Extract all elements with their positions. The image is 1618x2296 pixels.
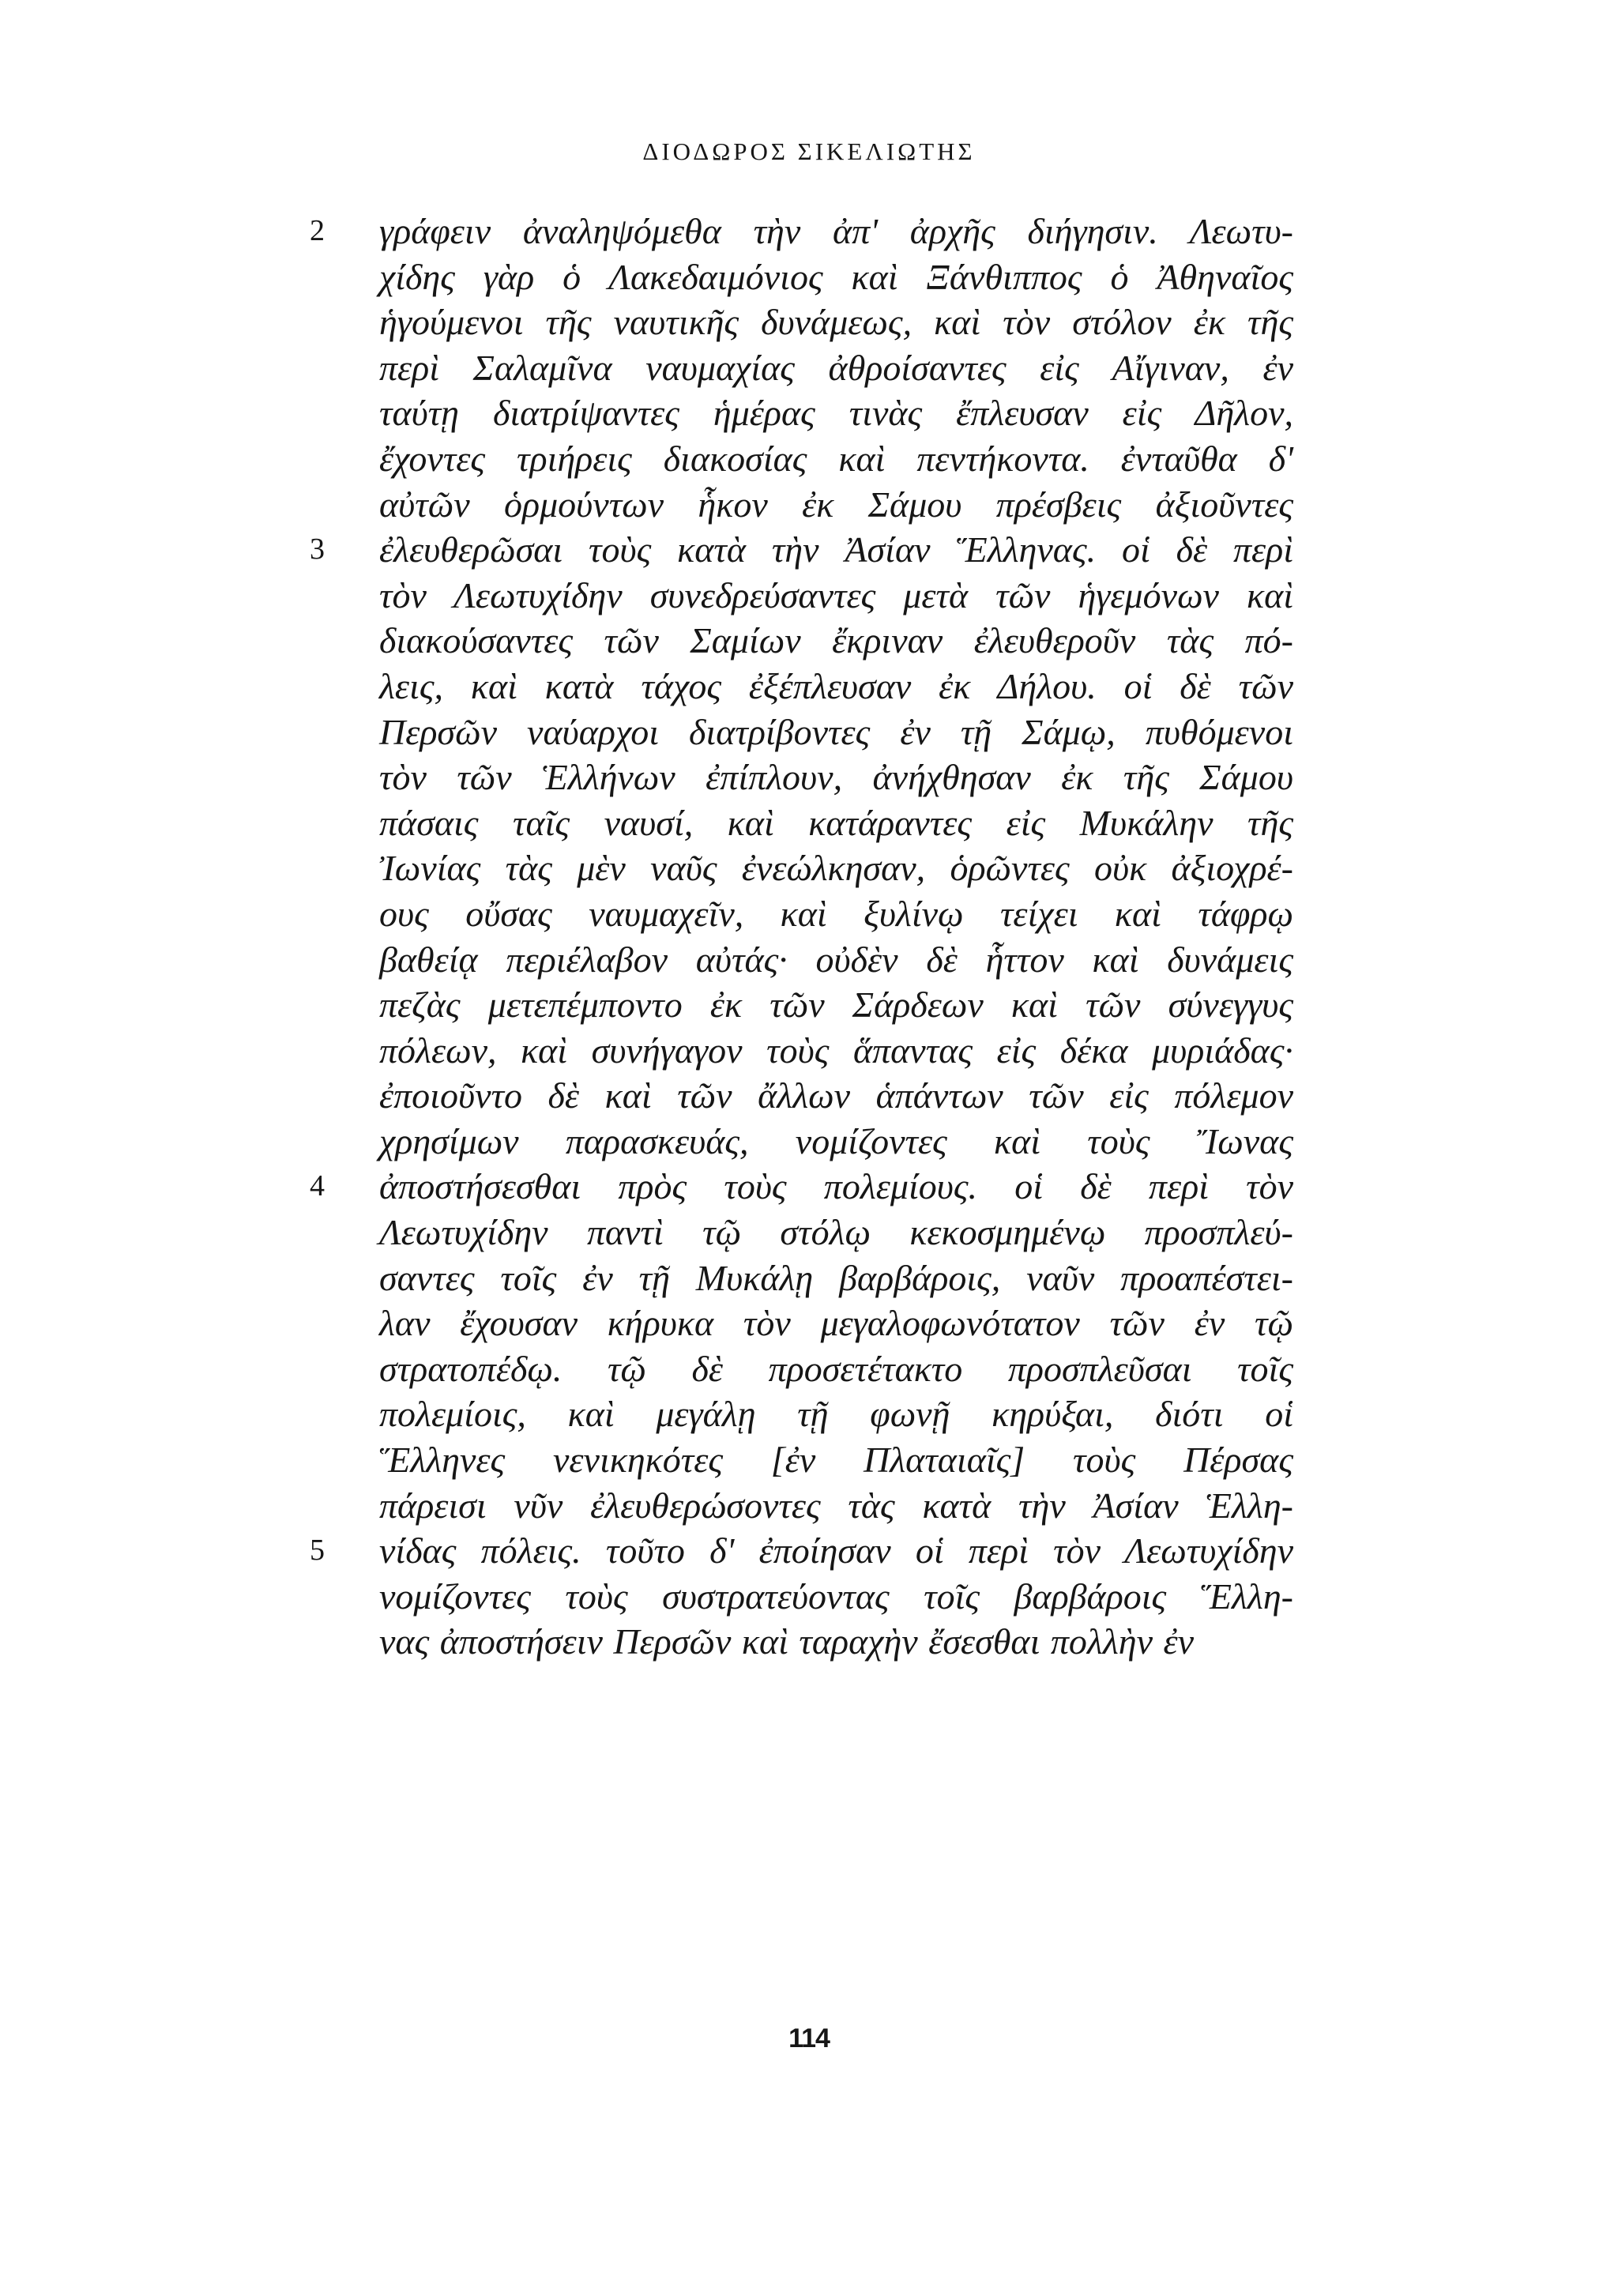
text-line <box>379 710 1293 755</box>
text-line <box>379 1210 1293 1255</box>
text-line <box>379 345 1293 391</box>
text-line <box>379 664 1293 710</box>
line-text: νας ἀποστήσειν Περσῶν καὶ ταραχὴν ἔσεσθαι πολλὴν ἐν <box>379 1621 1195 1662</box>
text-line <box>379 1619 1293 1665</box>
line-text: πάσαις ταῖς ναυσί, καὶ κατάραντες εἰς Μυκάλην τῆς <box>379 802 1293 843</box>
running-title: ΔΙΟΔΩΡΟΣ ΣΙΚΕΛΙΩΤΗΣ <box>642 137 976 165</box>
text-line <box>379 982 1293 1028</box>
text-line <box>310 209 1293 254</box>
section-number: 5 <box>310 1534 325 1568</box>
line-text: Ἰωνίας τὰς μὲν ναῦς ἐνεώλκησαν, ὁρῶντες οὐκ ἀξιοχρέ- <box>379 848 1293 889</box>
line-text: Ἕλληνες νενικηκότες [ἐν Πλαταιαῖς] τοὺς Πέρσας <box>379 1440 1293 1481</box>
line-text: ἔχοντες τριήρεις διακοσίας καὶ πεντήκοντα. ἐνταῦθα δ' <box>379 438 1293 479</box>
line-text: χίδης γὰρ ὁ Λακεδαιμόνιος καὶ Ξάνθιππος ὁ Ἀθηναῖος <box>379 256 1293 297</box>
text-line <box>310 1164 1293 1210</box>
text-line <box>379 1574 1293 1620</box>
line-text: νομίζοντες τοὺς συστρατεύοντας τοῖς βαρβάροις Ἕλλη- <box>379 1575 1293 1617</box>
text-line <box>379 1028 1293 1074</box>
line-text: τὸν τῶν Ἑλλήνων ἐπίπλουν, ἀνήχθησαν ἐκ τῆς Σάμου <box>379 757 1293 798</box>
line-text: περὶ Σαλαμῖνα ναυμαχίας ἀθροίσαντες εἰς Αἴγιναν, ἐν <box>379 347 1293 388</box>
section-number: 2 <box>310 214 325 247</box>
line-text: ους οὔσας ναυμαχεῖν, καὶ ξυλίνῳ τείχει καὶ τάφρῳ <box>379 893 1293 934</box>
line-text: στρατοπέδῳ. τῷ δὲ προσετέτακτο προσπλεῦσαι τοῖς <box>379 1348 1293 1389</box>
text-line <box>379 390 1293 436</box>
text-line <box>310 1528 1293 1574</box>
line-text: πόλεων, καὶ συνήγαγον τοὺς ἅπαντας εἰς δέκα μυριάδας· <box>379 1029 1293 1071</box>
text-line <box>379 1073 1293 1119</box>
page-number: 114 <box>788 2023 830 2053</box>
section-number: 4 <box>310 1169 325 1203</box>
line-text: αὐτῶν ὁρμούντων ἧκον ἐκ Σάμου πρέσβεις ἀξιοῦντες <box>379 484 1293 525</box>
line-text: χρησίμων παρασκευάς, νομίζοντες καὶ τοὺς Ἴωνας <box>379 1120 1293 1161</box>
line-text: ἡγούμενοι τῆς ναυτικῆς δυνάμεως, καὶ τὸν στόλον ἐκ τῆς <box>379 302 1293 343</box>
line-text: διακούσαντες τῶν Σαμίων ἔκριναν ἐλευθεροῦν τὰς πό- <box>379 620 1293 661</box>
body-text <box>310 209 1293 1665</box>
text-line <box>379 573 1293 619</box>
line-text: λαν ἔχουσαν κήρυκα τὸν μεγαλοφωνότατον τῶν ἐν τῷ <box>379 1303 1293 1344</box>
text-line <box>379 618 1293 664</box>
text-line <box>379 891 1293 937</box>
text-line <box>379 299 1293 345</box>
text-line <box>379 254 1293 300</box>
text-line <box>379 755 1293 800</box>
text-line <box>379 1255 1293 1301</box>
text-line <box>379 800 1293 846</box>
line-text: βαθείᾳ περιέλαβον αὐτάς· οὐδὲν δὲ ἧττον καὶ δυνάμεις <box>379 939 1293 980</box>
line-text: τὸν Λεωτυχίδην συνεδρεύσαντες μετὰ τῶν ἡγεμόνων καὶ <box>379 574 1293 615</box>
text-line <box>379 436 1293 482</box>
text-line <box>379 1437 1293 1483</box>
text-line <box>310 527 1293 573</box>
text-line <box>379 845 1293 891</box>
text-line <box>379 1119 1293 1165</box>
line-text: σαντες τοῖς ἐν τῇ Μυκάλῃ βαρβάροις, ναῦν προαπέστει- <box>379 1257 1293 1298</box>
text-line <box>379 482 1293 528</box>
line-text: Λεωτυχίδην παντὶ τῷ στόλῳ κεκοσμημένῳ προσπλεύ- <box>379 1212 1293 1253</box>
line-text: γράφειν ἀναληψόμεθα τὴν ἀπ' ἀρχῆς διήγησιν. Λεωτυ- <box>379 211 1293 251</box>
line-text: νίδας πόλεις. τοῦτο δ' ἐποίησαν οἱ περὶ τὸν Λεωτυχίδην <box>379 1530 1293 1571</box>
section-number: 3 <box>310 533 325 566</box>
text-line <box>379 1391 1293 1437</box>
text-line <box>379 937 1293 983</box>
line-text: ταύτῃ διατρίψαντες ἡμέρας τινὰς ἔπλευσαν εἰς Δῆλον, <box>379 393 1293 434</box>
text-line <box>379 1300 1293 1346</box>
text-line <box>379 1346 1293 1392</box>
line-text: ἐποιοῦντο δὲ καὶ τῶν ἄλλων ἁπάντων τῶν εἰς πόλεμον <box>379 1075 1293 1116</box>
line-text: ἐλευθερῶσαι τοὺς κατὰ τὴν Ἀσίαν Ἕλληνας. οἱ δὲ περὶ <box>379 529 1293 570</box>
line-text: πολεμίοις, καὶ μεγάλῃ τῇ φωνῇ κηρύξαι, διότι οἱ <box>379 1394 1293 1435</box>
line-text: πάρεισι νῦν ἐλευθερώσοντες τὰς κατὰ τὴν Ἀσίαν Ἑλλη- <box>379 1485 1293 1526</box>
line-text: Περσῶν ναύαρχοι διατρίβοντες ἐν τῇ Σάμῳ, πυθόμενοι <box>379 711 1293 752</box>
line-text: λεις, καὶ κατὰ τάχος ἐξέπλευσαν ἐκ Δήλου. οἱ δὲ τῶν <box>379 665 1293 706</box>
line-text: πεζὰς μετεπέμποντο ἐκ τῶν Σάρδεων καὶ τῶν σύνεγγυς <box>379 984 1293 1026</box>
line-text: ἀποστήσεσθαι πρὸς τοὺς πολεμίους. οἱ δὲ περὶ τὸν <box>379 1166 1293 1207</box>
text-line <box>379 1483 1293 1529</box>
